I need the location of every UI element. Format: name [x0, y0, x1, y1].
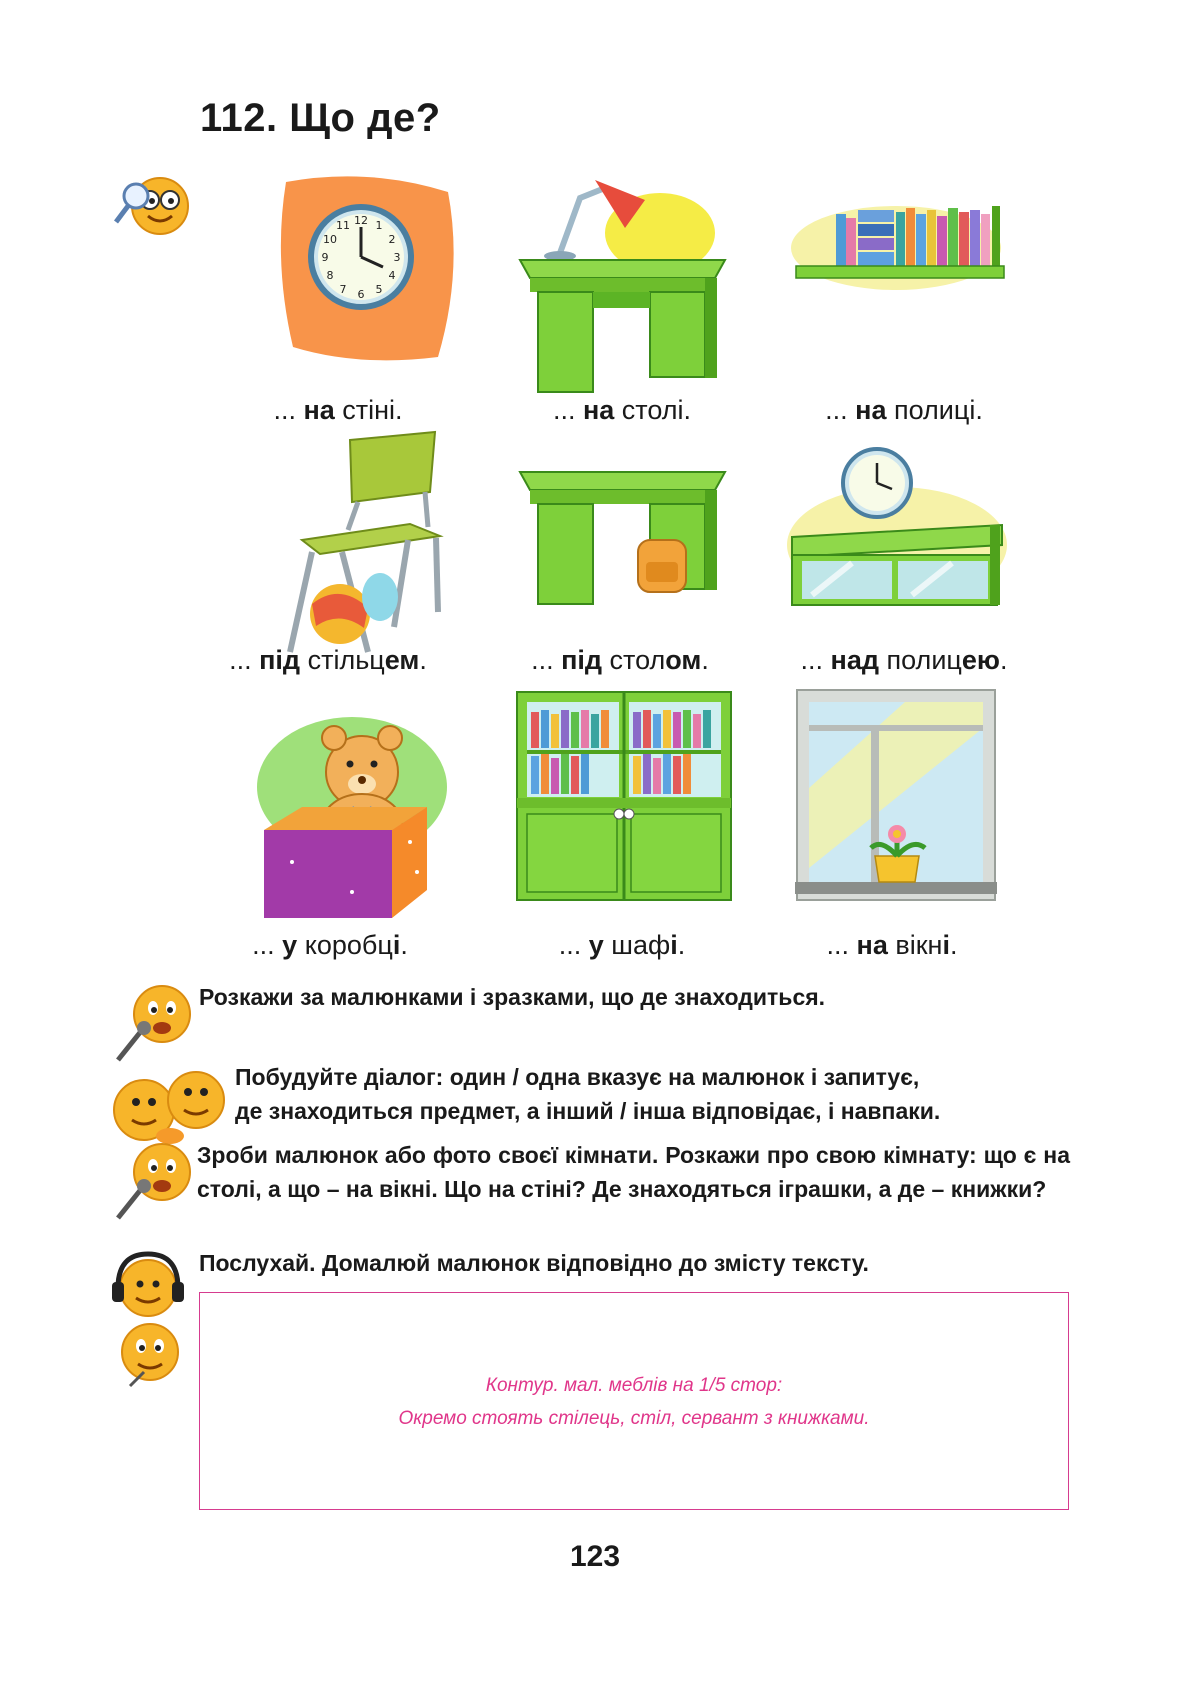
caption-ending: ею — [961, 645, 1000, 675]
caption-dots: ... — [552, 395, 583, 425]
caption-on-shelf — [754, 395, 1054, 426]
desk-with-backpack-illustration — [520, 462, 730, 607]
caption-under-table — [470, 645, 770, 676]
chair-with-ball-illustration — [290, 432, 440, 657]
clock-num: 8 — [326, 269, 334, 282]
caption-dots: ... — [252, 930, 283, 960]
caption-on-wall — [188, 395, 488, 426]
caption-ending: ем — [384, 645, 420, 675]
caption-under-chair — [178, 645, 478, 676]
caption-word: стіні. — [334, 395, 403, 425]
caption-tail: . — [400, 930, 408, 960]
caption-tail: . — [677, 930, 686, 960]
magnifier-smiley-icon — [112, 170, 190, 242]
caption-on-table — [472, 395, 772, 426]
caption-dots: ... — [558, 930, 589, 960]
wall-clock-illustration — [278, 172, 458, 367]
caption-word: стільц — [300, 645, 385, 675]
clock-num: 3 — [393, 251, 401, 264]
clock-num: 6 — [357, 288, 365, 301]
caption-preposition: на — [582, 395, 615, 425]
caption-dots: ... — [273, 395, 304, 425]
caption-preposition: у — [282, 930, 298, 960]
caption-dots: ... — [826, 930, 857, 960]
clock-num: 1 — [375, 219, 383, 232]
caption-dots: ... — [531, 645, 562, 675]
clock-num: 4 — [388, 269, 396, 282]
desk-with-lamp-illustration — [520, 178, 730, 393]
caption-above-shelf — [754, 645, 1054, 676]
clock-num: 12 — [354, 214, 368, 227]
caption-preposition: над — [830, 645, 880, 675]
caption-preposition: під — [561, 645, 603, 675]
caption-preposition: на — [303, 395, 335, 425]
exercise-title: 112. Що де? — [200, 96, 441, 140]
clock-num: 2 — [388, 233, 396, 246]
caption-in-wardrobe — [472, 930, 772, 961]
bookshelf-illustration — [796, 196, 1008, 300]
bookcase-illustration — [515, 690, 735, 902]
caption-word: вікн — [887, 930, 943, 960]
caption-tail: . — [999, 645, 1008, 675]
caption-ending: і — [670, 930, 678, 960]
drawing-task-line1: Контур. мал. меблів на 1/5 стор: — [485, 1375, 783, 1396]
headphones-smiley-icon — [112, 1248, 184, 1324]
caption-preposition: на — [855, 395, 887, 425]
caption-in-box — [180, 930, 480, 961]
page-number: 123 — [569, 1540, 621, 1573]
caption-word: полиці. — [886, 395, 983, 425]
caption-ending: ом — [665, 645, 702, 675]
caption-preposition: під — [259, 645, 301, 675]
microphone-smiley-icon — [112, 1140, 192, 1222]
microphone-smiley-icon — [112, 982, 192, 1064]
clock-num: 11 — [336, 219, 350, 232]
caption-word: столі. — [614, 395, 692, 425]
caption-word: стол — [602, 645, 666, 675]
caption-tail: . — [701, 645, 709, 675]
caption-word: шаф — [603, 930, 671, 960]
caption-preposition: у — [588, 930, 604, 960]
pencil-smiley-icon — [114, 1320, 184, 1390]
window-with-flower-illustration — [795, 688, 997, 906]
clock-num: 10 — [323, 233, 337, 246]
clock-face — [311, 207, 411, 307]
caption-tail: . — [949, 930, 958, 960]
clock-above-shelf-illustration — [792, 445, 1007, 610]
instruction-listen: Послухай. Домалюй малюнок відповідно до змісту тексту. — [199, 1250, 869, 1276]
instruction-speak: Розкажи за малюнками і зразками, що де знаходиться. — [199, 984, 826, 1010]
drawing-task-line2: Окремо стоять стілець, стіл, сервант з книжками. — [398, 1408, 870, 1429]
caption-ending: і — [942, 930, 950, 960]
clock-num: 5 — [375, 283, 383, 296]
drawing-task-note — [200, 1369, 1068, 1435]
clock-num: 9 — [321, 251, 329, 264]
caption-preposition: на — [856, 930, 888, 960]
dialog-smileys-icon — [112, 1064, 230, 1148]
instruction-dialog-line2: де знаходиться предмет, а інший / інша відповідає, і навпаки. — [235, 1098, 941, 1124]
caption-ending: і — [392, 930, 401, 960]
instruction-room: Зроби малюнок або фото своєї кімнати. Розкажи про свою кімнату: що є на столі, а що – на вікні. Що на стіні? Де знаходяться іграшки, а де – книжки? — [197, 1142, 1070, 1202]
drawing-task-box[interactable] — [199, 1292, 1069, 1510]
caption-word: полиц — [879, 645, 962, 675]
instruction-dialog-line1: Побудуйте діалог: один / одна вказує на малюнок і запитує, — [235, 1064, 920, 1090]
teddy-in-box-illustration — [262, 712, 462, 922]
caption-dots: ... — [825, 395, 856, 425]
clock-num: 7 — [339, 283, 347, 296]
instruction-dialog — [235, 1060, 1080, 1128]
caption-dots: ... — [229, 645, 260, 675]
caption-word: коробц — [297, 930, 393, 960]
caption-tail: . — [419, 645, 427, 675]
caption-dots: ... — [800, 645, 831, 675]
caption-on-window — [742, 930, 1042, 961]
